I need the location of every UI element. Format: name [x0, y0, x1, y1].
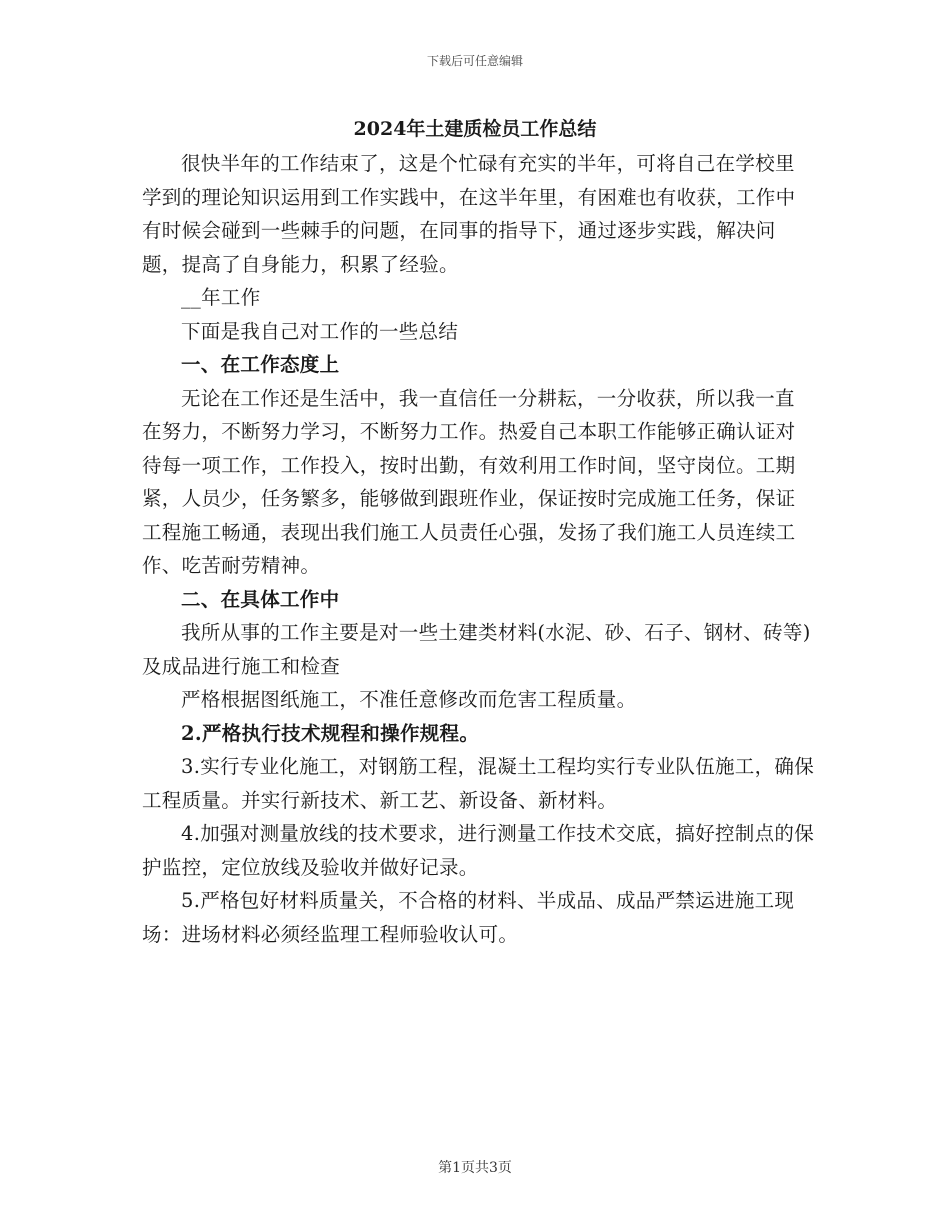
paragraph: __年工作	[181, 286, 261, 309]
list-item: 4.加强对测量放线的技术要求，进行测量工作技术交底，搞好控制点的保护监控，定位放线及验收并做好记录。	[142, 822, 815, 879]
paragraph: 下面是我自己对工作的一些总结	[181, 319, 459, 343]
page-number: 第1页共3页	[438, 1160, 512, 1176]
list-item: 3.实行专业化施工，对钢筋工程，混凝土工程均实行专业队伍施工，确保工程质量。并实行新技术、新工艺、新设备、新材料。	[142, 755, 815, 812]
paragraph: 无论在工作还是生活中，我一直信任一分耕耘，一分收获，所以我一直在努力，不断努力学习，不断努力工作。热爱自己本职工作能够正确认证对待每一项工作，工作投入，按时出勤，有效利用工作时间，坚守岗位。工期紧，人员少，任务繁多，能够做到跟班作业，保证按时完成施工任务，保证工程施工畅通，表现出我们施工人员责任心强，发扬了我们施工人员连续工作、吃苦耐劳精神。	[142, 386, 796, 577]
paragraph: 很快半年的工作结束了，这是个忙碌有充实的半年，可将自己在学校里学到的理论知识运用到工作实践中，在这半年里，有困难也有收获，工作中有时候会碰到一些棘手的问题，在同事的指导下，通过逐步实践，解决问题，提高了自身能力，积累了经验。	[142, 152, 796, 276]
list-item: 5.严格包好材料质量关，不合格的材料、半成品、成品严禁运进施工现场：进场材料必须经监理工程师验收认可。	[142, 889, 795, 946]
document-body	[142, 147, 814, 951]
paragraph: 严格根据图纸施工，不准任意修改而危害工程质量。	[181, 688, 637, 711]
paragraph: 我所从事的工作主要是对一些土建类材料(水泥、砂、石子、钢材、砖等)及成品进行施工和检查	[142, 621, 811, 678]
document-title: 2024年土建质检员工作总结	[353, 118, 597, 140]
page-header: 下载后可任意编辑	[426, 54, 523, 68]
section-heading: 二、在具体工作中	[181, 587, 340, 611]
list-item-heading: 2.严格执行技术规程和操作规程。	[181, 721, 480, 745]
section-heading: 一、在工作态度上	[181, 353, 340, 376]
